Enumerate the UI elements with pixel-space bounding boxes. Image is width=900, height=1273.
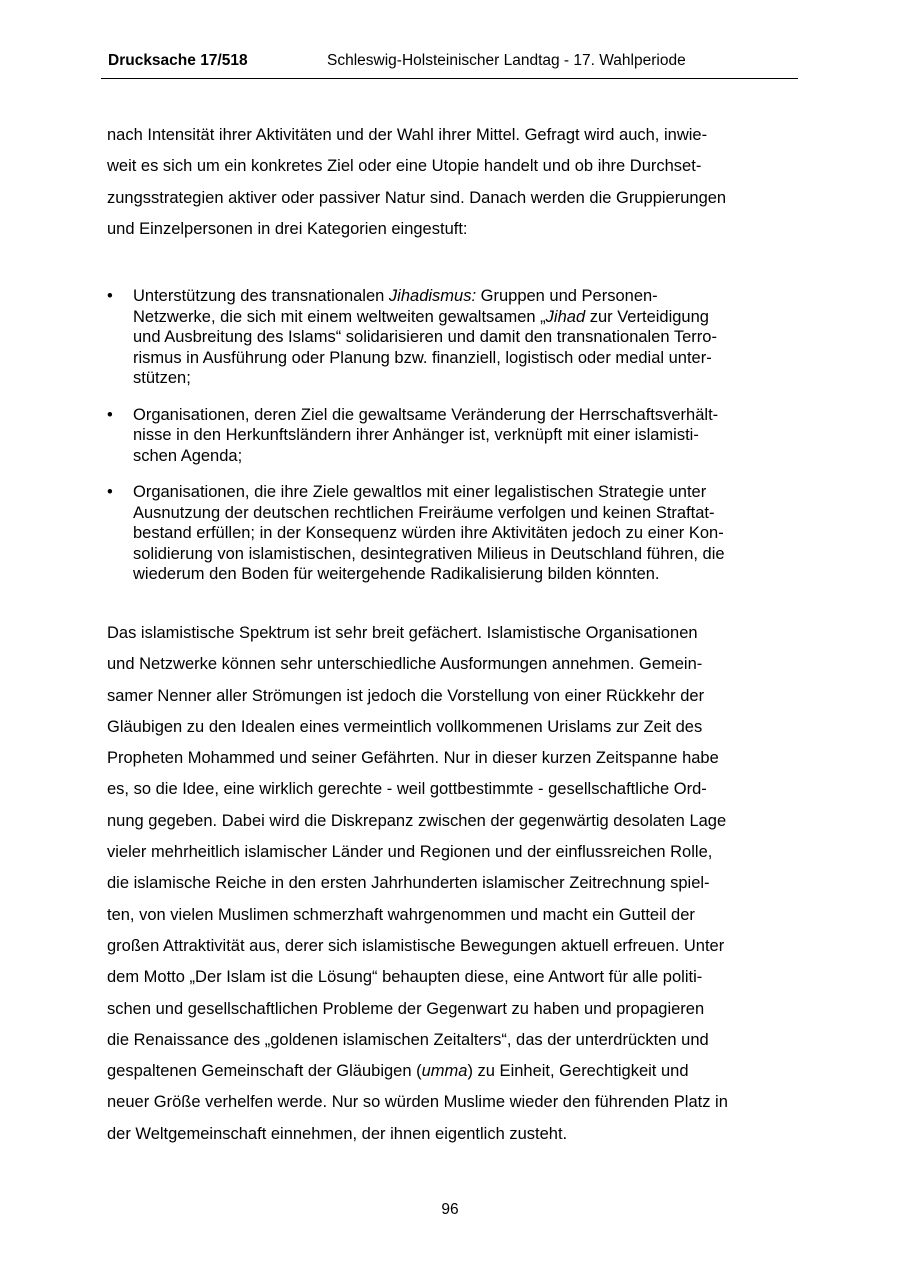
text-line: schen Agenda; [133, 446, 243, 465]
category-list [107, 286, 797, 585]
text-line: rismus in Ausführung oder Planung bzw. finanziell, logistisch oder medial unter- [133, 348, 712, 367]
text-line: und Ausbreitung des Islams“ solidarisieren und damit den transnationalen Terro- [133, 328, 717, 346]
text-line: ten, von vielen Muslimen schmerzhaft wahrgenommen und macht ein Gutteil der [107, 905, 695, 924]
text-line: Netzwerke, die sich mit einem weltweiten gewaltsamen „Jihad zur Verteidigung [133, 307, 709, 326]
text-line: Propheten Mohammed und seiner Gefährten. Nur in dieser kurzen Zeitspanne habe [107, 749, 719, 768]
text-line: nach Intensität ihrer Aktivitäten und der Wahl ihrer Mittel. Gefragt wird auch, inwie- [107, 126, 708, 144]
text-line: nung gegeben. Dabei wird die Diskrepanz zwischen der gegenwärtig desolaten Lage [107, 811, 727, 830]
header-title: Schleswig-Holsteinischer Landtag - 17. Wahlperiode [327, 52, 686, 69]
main-paragraph [107, 618, 797, 1150]
text-line: Ausnutzung der deutschen rechtlichen Freiräume verfolgen und keinen Straftat- [133, 503, 715, 522]
text-line: die Renaissance des „goldenen islamischen Zeitalters“, das der unterdrückten und [107, 1030, 709, 1049]
text-line: und Netzwerke können sehr unterschiedliche Ausformungen annehmen. Gemein- [107, 655, 703, 674]
text-line: der Weltgemeinschaft einnehmen, der ihnen eigentlich zusteht. [107, 1124, 568, 1143]
text-line: Organisationen, deren Ziel die gewaltsame Veränderung der Herrschaftsverhält- [133, 405, 719, 424]
text-line: schen und gesellschaftlichen Probleme der Gegenwart zu haben und propagieren [107, 999, 705, 1018]
document-number: Drucksache 17/518 [108, 52, 248, 69]
text-line: dem Motto „Der Islam ist die Lösung“ behaupten diese, eine Antwort für alle politi- [107, 968, 703, 987]
text-line: samer Nenner aller Strömungen ist jedoch die Vorstellung von einer Rückkehr der [107, 686, 705, 705]
text-line: großen Attraktivität aus, derer sich islamistische Bewegungen aktuell erfreuen. Unter [107, 936, 725, 955]
text-line: vieler mehrheitlich islamischer Länder und Regionen und der einflussreichen Rolle, [107, 843, 713, 862]
list-item [107, 405, 797, 467]
bullet-icon: • [107, 483, 113, 501]
text-line: weit es sich um ein konkretes Ziel oder eine Utopie handelt und ob ihre Durchset- [107, 157, 702, 176]
page-number: 96 [441, 1201, 459, 1218]
bullet-icon: • [107, 287, 113, 305]
page-header [101, 52, 798, 79]
bullet-icon: • [107, 405, 113, 424]
text-line: Das islamistische Spektrum ist sehr breit gefächert. Islamistische Organisationen [107, 624, 698, 642]
text-line: solidierung von islamistischen, desintegrativen Milieus in Deutschland führen, die [133, 544, 725, 563]
text-line: neuer Größe verhelfen werde. Nur so würden Muslime wieder den führenden Platz in [107, 1093, 728, 1112]
text-line: Unterstützung des transnationalen Jihadismus: Gruppen und Personen- [133, 287, 658, 305]
list-item [107, 482, 797, 585]
text-line: nisse in den Herkunftsländern ihrer Anhänger ist, verknüpft mit einer islamisti- [133, 426, 699, 444]
list-item [107, 286, 797, 389]
text-line: die islamische Reiche in den ersten Jahrhunderten islamischer Zeitrechnung spiel- [107, 874, 710, 893]
text-line: Organisationen, die ihre Ziele gewaltlos mit einer legalistischen Strategie unter [133, 483, 707, 501]
text-line: stützen; [133, 369, 191, 387]
text-line: und Einzelpersonen in drei Kategorien eingestuft: [107, 219, 468, 238]
text-line: gespaltenen Gemeinschaft der Gläubigen (umma) zu Einheit, Gerechtigkeit und [107, 1062, 689, 1081]
text-line: wiederum den Boden für weitergehende Radikalisierung bilden könnten. [133, 565, 660, 583]
intro-paragraph [107, 120, 797, 245]
text-line: bestand erfüllen; in der Konsequenz würden ihre Aktivitäten jedoch zu einer Kon- [133, 524, 724, 542]
text-line: zungsstrategien aktiver oder passiver Natur sind. Danach werden die Gruppierungen [107, 188, 727, 207]
text-line: es, so die Idee, eine wirklich gerechte - weil gottbestimmte - gesellschaftliche Ord- [107, 780, 707, 799]
text-line: Gläubigen zu den Idealen eines vermeintlich vollkommenen Urislams zur Zeit des [107, 717, 703, 736]
